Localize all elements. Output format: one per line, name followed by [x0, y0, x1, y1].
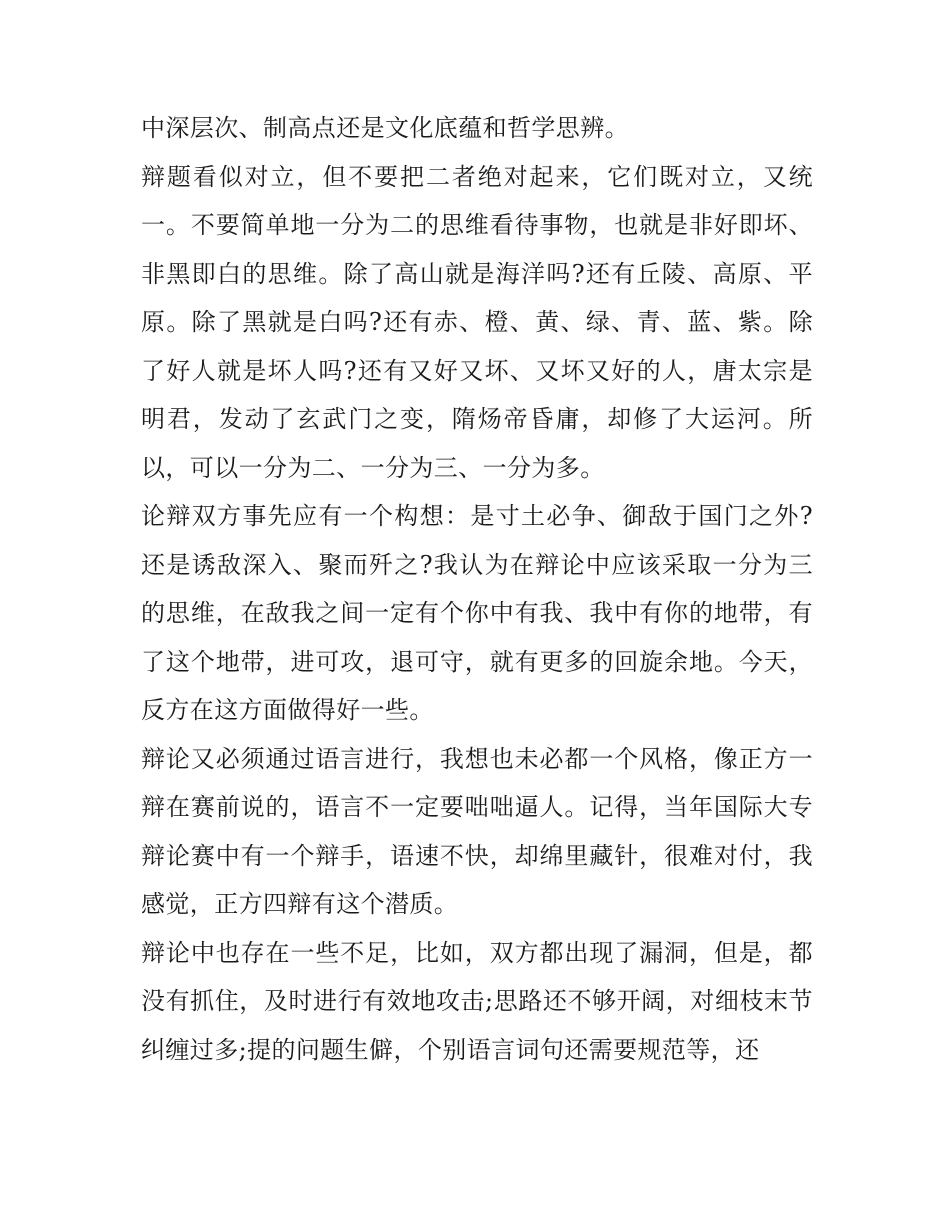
document-body — [141, 104, 813, 1074]
paragraph-opposition-unity: 辩题看似对立，但不要把二者绝对起来，它们既对立，又统一。不要简单地一分为二的思维看待事物，也就是非好即坏、非黑即白的思维。除了高山就是海洋吗?还有丘陵、高原、平原。除了黑就是白吗?还有赤、橙、黄、绿、青、蓝、紫。除了好人就是坏人吗?还有又好又坏、又坏又好的人，唐太宗是明君，发动了玄武门之变，隋炀帝昏庸，却修了大运河。所以，可以一分为二、一分为三、一分为多。 — [141, 162, 813, 482]
paragraph-shortcomings: 辩论中也存在一些不足，比如，双方都出现了漏洞，但是，都没有抓住，及时进行有效地攻击;思路还不够开阔，对细枝末节纠缠过多;提的问题生僻，个别语言词句还需要规范等，还 — [141, 938, 813, 1064]
paragraph-debate-strategy: 论辩双方事先应有一个构想：是寸土必争、御敌于国门之外?还是诱敌深入、聚而歼之?我认为在辩论中应该采取一分为三的思维，在敌我之间一定有个你中有我、我中有你的地带，有了这个地带，进可攻，退可守，就有更多的回旋余地。今天，反方在这方面做得好一些。 — [141, 502, 813, 724]
paragraph-continuation: 中深层次、制高点还是文化底蕴和哲学思辨。 — [141, 114, 629, 142]
paragraph-language-style: 辩论又必须通过语言进行，我想也未必都一个风格，像正方一辩在赛前说的，语言不一定要咄咄逼人。记得，当年国际大专辩论赛中有一个辩手，语速不快，却绵里藏针，很难对付，我感觉，正方四辩有这个潜质。 — [141, 744, 813, 918]
